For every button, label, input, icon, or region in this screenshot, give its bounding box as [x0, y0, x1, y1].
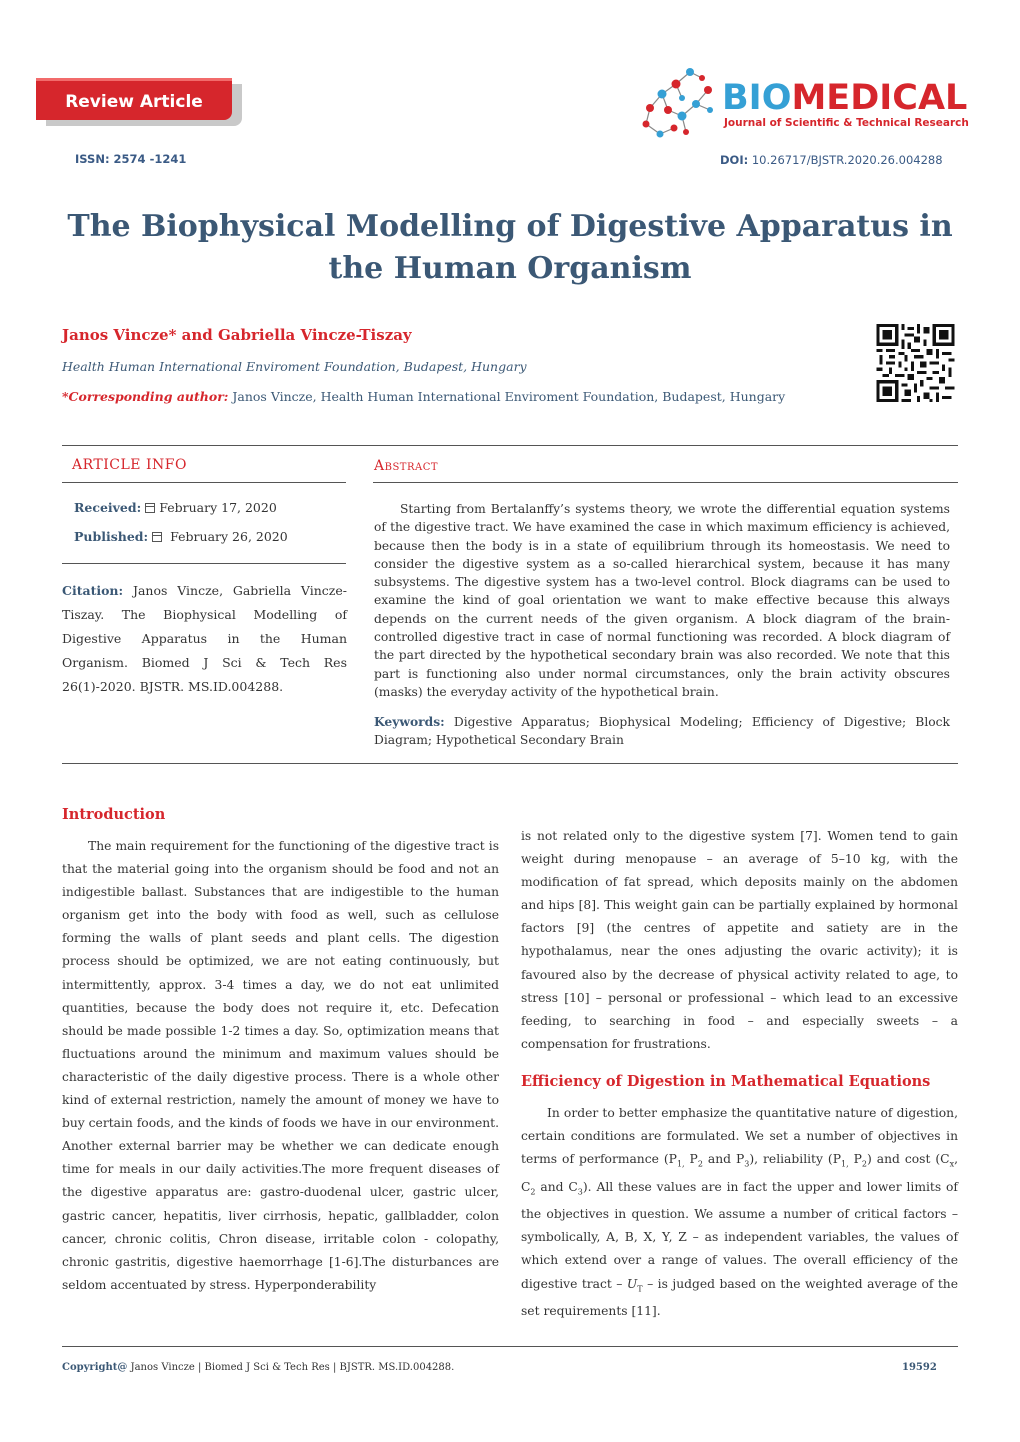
badge-label: Review Article: [36, 78, 232, 120]
introduction-continued: is not related only to the digestive system [7]. Women tend to gain weight during menopause – an average of 5–10 kg, with the modification of fat spread, which deposits mainly on the abdomen and hips [8]. This weight gain can be partially explained by hormonal factors [9] (the centres of appetite and satiety are in the hypothalamus, near the ones adjusting the ovaric activity); it is favoured also by the decrease of physical activity related to age, to stress [10] – personal or professional – which lead to an excessive feeding, to searching in food – and especially sweets – a compensation for frustrations.: [521, 829, 958, 1051]
corresponding-author: *Corresponding author: Janos Vincze, Health Human International Enviroment Foundation, Budapest, Hungary: [62, 389, 786, 404]
abstract-text: Starting from Bertalanffy’s systems theory, we wrote the differential equation systems of the digestive tract. We have examined the case in which maximum efficiency is achieved, because then the body is in a state of equilibrium through its homeostasis. We need to consider the digestive system as a so-called hierarchical system, because it has many subsystems. The digestive system has a two-level control. Block diagrams can be used to examine the kind of goal orientation we want to make effective because this always depends on the current needs of the given organism. A block diagram of the brain-controlled digestive tract in case of normal functioning was recorded. A block diagram of the part directed by the hypothetical secondary brain was also recorded. We note that this part is functioning also under normal circumstances, only the brain activity obscures (masks) the everyday activity of the hypothetical brain.: [374, 502, 950, 699]
journal-logo[interactable]: [636, 58, 969, 150]
introduction-text: The main requirement for the functioning of the digestive tract is that the material going into the organism should be food and not an indigestible ballast. Substances that are indigestible to the human organism get into the body with food as well, such as cellulose forming the walls of plant seeds and plant cells. The digestion process should be optimized, we are not eating continuously, but intermittently, approx. 3-4 times a day, we do not eat unlimited quantities, because the body does not require it, etc. Defecation should be made possible 1-2 times a day. So, optimization means that fluctuations around the minimum and maximum values should be characteristic of the daily digestive process. There is a whole other kind of external restriction, namely the amount of money we have to buy certain foods, and the kinds of foods we have in our environment. Another external barrier may be whether we can dedicate enough time for meals in our daily activities.The more frequent diseases of the digestive apparatus are: gastro-duodenal ulcer, gastric ulcer, gastric cancer, hepatitis, liver cirrhosis, hepatic, gallbladder, colon cancer, chronic colitis, Chron disease, irritable colon - colopathy, chronic gastritis, digestive haemorrhage [1-6].The disturbances are seldom accentuated by stress. Hyperponderability: [62, 839, 499, 1292]
issn: ISSN: 2574 -1241: [75, 152, 187, 166]
published-date: Published: February 26, 2020: [74, 529, 288, 544]
efficiency-text: In order to better emphasize the quantitative nature of digestion, certain conditions are formulated. We set a number of objectives in terms of performance ($P_{1,}$ $P_2$ and $P_3$), reliability ($P_{1,}$ $P_2$) and cost ($C_x$, $C_2$ and $C_3$). All these values are in fact the upper and lower limits of the objectives in question. We assume a number of critical factors – symbolically, A, B, X, Y, Z – as independent variables, the values of which extend over a range of values. The overall efficiency of the digestive tract – $U_T$ – is judged based on the weighted average of the set requirements [11].: [521, 1106, 959, 1319]
qr-code-icon[interactable]: [876, 324, 955, 402]
doi[interactable]: DOI: 10.26717/BJSTR.2020.26.004288: [720, 153, 943, 167]
article-info-heading: ARTICLE INFO: [72, 457, 187, 473]
affiliation: Health Human International Enviroment Foundation, Budapest, Hungary: [62, 359, 527, 374]
doi-link[interactable]: 10.26717/BJSTR.2020.26.004288: [751, 153, 943, 167]
page-title: The Biophysical Modelling of Digestive Apparatus in the Human Organism: [67, 209, 953, 286]
review-article-badge: [36, 78, 242, 126]
abstract-heading: Abstract: [374, 458, 439, 474]
received-date: Received: February 17, 2020: [74, 500, 277, 515]
introduction-heading: Introduction: [62, 806, 166, 823]
calendar-icon: [145, 503, 155, 513]
citation: Citation: Janos Vincze, Gabriella Vincze-Tiszay. The Biophysical Modelling of Digestive Apparatus in the Human Organism. Biomed J Sci & Tech Res 26(1)-2020. BJSTR. MS.ID.004288.: [62, 583, 347, 694]
efficiency-heading: Efficiency of Digestion in Mathematical Equations: [521, 1073, 931, 1090]
footer-copyright: Copyright@ Janos Vincze | Biomed J Sci & Tech Res | BJSTR. MS.ID.004288.: [62, 1362, 455, 1373]
molecule-icon: [636, 58, 722, 150]
logo-wordmark: BIOMEDICAL: [722, 78, 968, 118]
logo-subtitle: Journal of Scientific & Technical Research: [724, 117, 969, 129]
keywords: Keywords: Digestive Apparatus; Biophysical Modeling; Efficiency of Digestive; Block Diagram; Hypothetical Secondary Brain: [374, 714, 950, 748]
page-number: 19592: [902, 1362, 937, 1373]
authors: Janos Vincze* and Gabriella Vincze-Tiszay: [62, 326, 412, 344]
calendar-icon: [152, 532, 162, 542]
